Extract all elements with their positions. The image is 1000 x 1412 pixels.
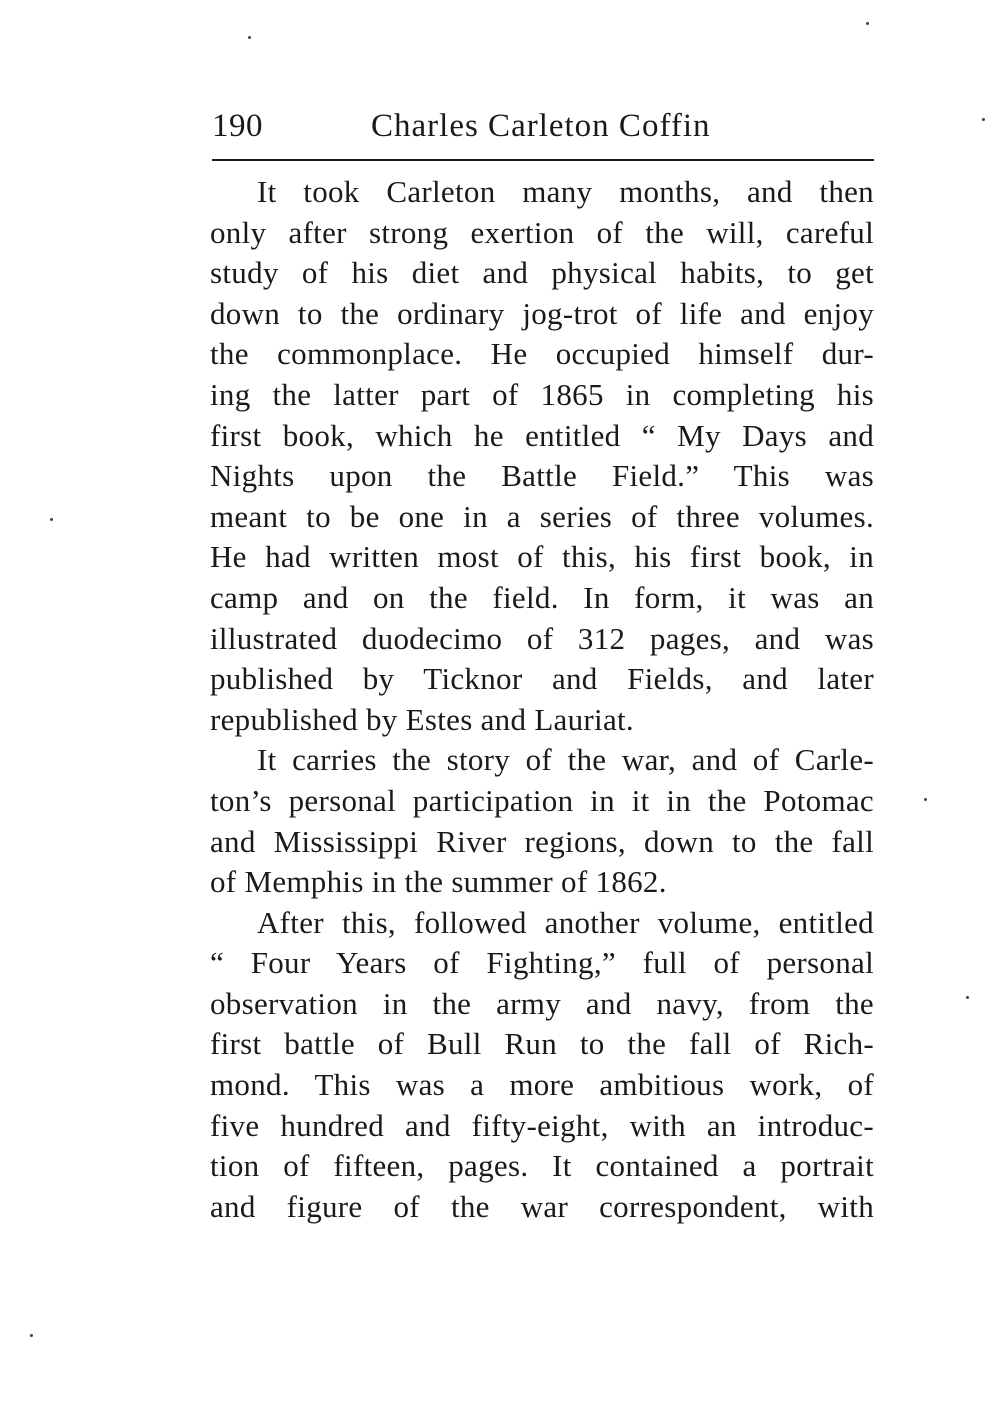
- scan-speck: [50, 518, 53, 521]
- scan-speck: [30, 1334, 33, 1337]
- text-line: published by Ticknor and Fields, and later: [210, 661, 874, 697]
- running-head: Charles Carleton Coffin: [371, 108, 711, 144]
- text-line: meant to be one in a series of three volumes.: [210, 498, 874, 534]
- text-line: republished by Estes and Lauriat.: [210, 701, 634, 737]
- text-line: illustrated duodecimo of 312 pages, and was: [210, 620, 874, 656]
- text-line: the commonplace. He occupied himself dur-: [210, 336, 874, 372]
- body-text: [210, 172, 874, 1227]
- text-line: After this, followed another volume, entitled: [257, 904, 874, 940]
- text-line: first battle of Bull Run to the fall of Rich-: [210, 1026, 874, 1062]
- text-line: of Memphis in the summer of 1862.: [210, 864, 667, 900]
- scan-speck: [248, 36, 251, 39]
- text-line: Nights upon the Battle Field.” This was: [210, 458, 874, 494]
- scan-speck: [966, 996, 969, 999]
- text-line: study of his diet and physical habits, to get: [210, 255, 874, 291]
- text-line: observation in the army and navy, from the: [210, 985, 874, 1021]
- text-line: down to the ordinary jog-trot of life and enjoy: [210, 295, 874, 331]
- page-number: 190: [212, 108, 263, 144]
- text-line: five hundred and fifty-eight, with an introduc-: [210, 1107, 874, 1143]
- text-line: camp and on the field. In form, it was an: [210, 579, 874, 615]
- header-rule: [212, 159, 874, 161]
- scan-speck: [924, 798, 927, 801]
- text-line: It took Carleton many months, and then: [257, 174, 874, 209]
- text-line: and figure of the war correspondent, with: [210, 1188, 874, 1224]
- text-line: first book, which he entitled “ My Days and: [210, 417, 874, 453]
- text-line: and Mississippi River regions, down to the fall: [210, 823, 874, 859]
- text-line: tion of fifteen, pages. It contained a portrait: [210, 1148, 874, 1184]
- scan-speck: [982, 118, 985, 121]
- page-header: [212, 108, 874, 152]
- text-line: It carries the story of the war, and of Carle-: [257, 742, 874, 778]
- text-line: “ Four Years of Fighting,” full of personal: [210, 945, 874, 981]
- scan-speck: [866, 22, 869, 25]
- text-line: ton’s personal participation in it in the Potomac: [210, 782, 874, 818]
- text-line: mond. This was a more ambitious work, of: [210, 1067, 874, 1103]
- text-line: ing the latter part of 1865 in completing his: [210, 376, 874, 412]
- text-line: only after strong exertion of the will, careful: [210, 214, 874, 250]
- text-line: He had written most of this, his first book, in: [210, 539, 874, 575]
